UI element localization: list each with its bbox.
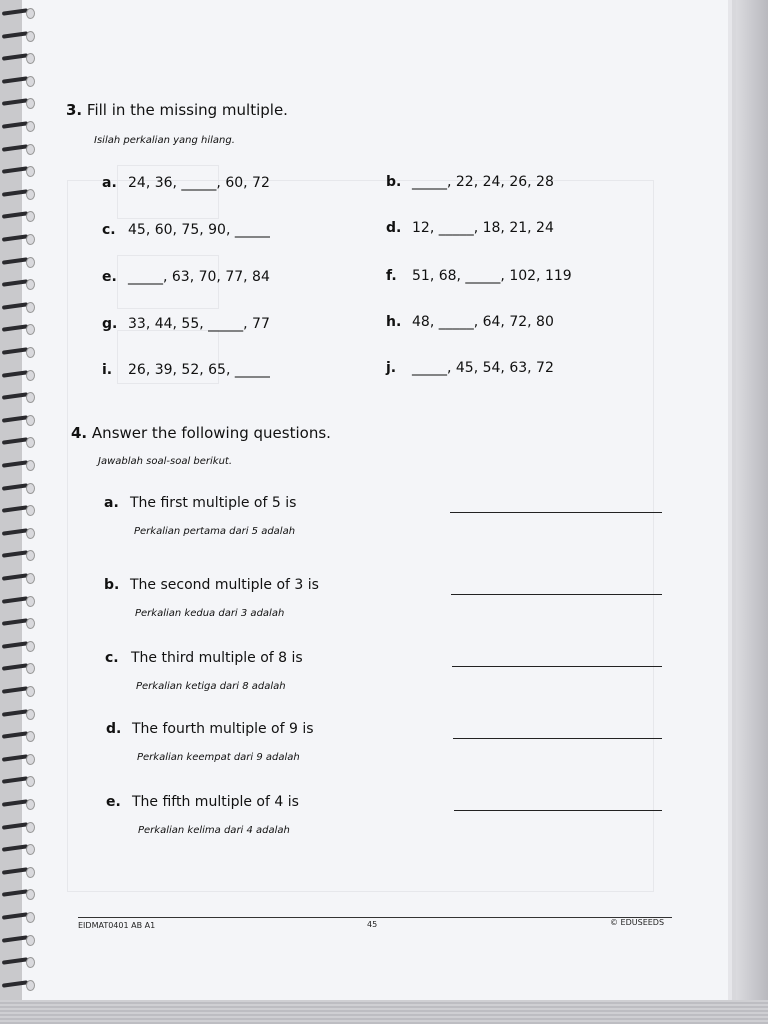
- spiral-coil: [2, 31, 32, 40]
- q3-item-j: j. _____, 45, 54, 63, 72: [386, 360, 554, 376]
- page-stack-bottom: [0, 1000, 768, 1024]
- q3-subtitle: Isilah perkalian yang hilang.: [94, 135, 235, 146]
- spiral-coil: [2, 528, 32, 537]
- spiral-coil: [2, 663, 32, 672]
- footer-page-number: 45: [367, 920, 378, 929]
- spiral-coil: [2, 302, 32, 311]
- q4-item-b: b. The second multiple of 3 is: [104, 577, 319, 593]
- spiral-coil: [2, 957, 32, 966]
- q3-item-c: c. 45, 60, 75, 90, _____: [102, 222, 270, 238]
- q4-item-e-sub: Perkalian kelima dari 4 adalah: [138, 825, 290, 836]
- spiral-coil: [2, 121, 32, 130]
- spiral-coil: [2, 889, 32, 898]
- q4-number: 4.: [71, 424, 88, 442]
- q3-item-b: b. _____, 22, 24, 26, 28: [386, 174, 554, 190]
- spiral-coil: [2, 415, 32, 424]
- spiral-coil: [2, 596, 32, 605]
- q4-answer-line-c[interactable]: [452, 666, 662, 667]
- q4-answer-line-e[interactable]: [454, 810, 662, 811]
- spiral-coil: [2, 822, 32, 831]
- spiral-coil: [2, 460, 32, 469]
- spiral-coil: [2, 483, 32, 492]
- q4-answer-line-b[interactable]: [451, 594, 662, 595]
- spiral-coil: [2, 234, 32, 243]
- q3-heading: [66, 101, 288, 119]
- q4-answer-line-d[interactable]: [453, 738, 662, 739]
- q3-item-d: d. 12, _____, 18, 21, 24: [386, 220, 554, 236]
- q4-item-c-sub: Perkalian ketiga dari 8 adalah: [136, 681, 286, 692]
- q4-item-b-sub: Perkalian kedua dari 3 adalah: [135, 608, 285, 619]
- q3-item-g: g. 33, 44, 55, _____, 77: [102, 316, 270, 332]
- q3-item-h: h. 48, _____, 64, 72, 80: [386, 314, 554, 330]
- footer-rule: [78, 917, 672, 918]
- spiral-coil: [2, 799, 32, 808]
- spiral-coil: [2, 189, 32, 198]
- spiral-coil: [2, 505, 32, 514]
- spiral-coil: [2, 76, 32, 85]
- q4-item-e: e. The fifth multiple of 4 is: [106, 794, 299, 810]
- q4-item-d: d. The fourth multiple of 9 is: [106, 721, 314, 737]
- spiral-coil: [2, 641, 32, 650]
- spiral-coil: [2, 867, 32, 876]
- spiral-coil: [2, 166, 32, 175]
- footer-publisher: © EDUSEEDS: [610, 918, 665, 927]
- q4-answer-line-a[interactable]: [450, 512, 662, 513]
- page-stack-edge: [728, 0, 768, 1000]
- q3-number: 3.: [66, 101, 83, 119]
- q4-item-a-sub: Perkalian pertama dari 5 adalah: [134, 526, 296, 537]
- q4-item-c: c. The third multiple of 8 is: [105, 650, 303, 666]
- q4-heading: [71, 424, 331, 442]
- spiral-coil: [2, 8, 32, 17]
- spiral-coil: [2, 257, 32, 266]
- spiral-coil: [2, 912, 32, 921]
- q3-item-e: e. _____, 63, 70, 77, 84: [102, 269, 270, 285]
- spiral-coil: [2, 709, 32, 718]
- q4-item-a: a. The first multiple of 5 is: [104, 495, 297, 511]
- spiral-coil: [2, 844, 32, 853]
- q4-subtitle: Jawablah soal-soal berikut.: [98, 456, 233, 467]
- spiral-coil: [2, 98, 32, 107]
- spiral-coil: [2, 211, 32, 220]
- spiral-coil: [2, 776, 32, 785]
- q3-item-i: i. 26, 39, 52, 65, _____: [102, 362, 270, 378]
- q3-item-a: a. 24, 36, _____, 60, 72: [102, 175, 270, 191]
- spiral-coil: [2, 347, 32, 356]
- spiral-coil: [2, 144, 32, 153]
- spiral-coil: [2, 573, 32, 582]
- spiral-binding: [0, 0, 40, 1000]
- spiral-coil: [2, 731, 32, 740]
- spiral-coil: [2, 370, 32, 379]
- spiral-coil: [2, 935, 32, 944]
- spiral-coil: [2, 754, 32, 763]
- q3-title: Fill in the missing multiple.: [86, 101, 288, 119]
- spiral-coil: [2, 392, 32, 401]
- spiral-coil: [2, 618, 32, 627]
- spiral-coil: [2, 53, 32, 62]
- q3-item-f: f. 51, 68, _____, 102, 119: [386, 268, 572, 284]
- spiral-coil: [2, 437, 32, 446]
- q4-title: Answer the following questions.: [91, 424, 331, 442]
- footer-code: EIDMAT0401 AB A1: [78, 921, 156, 930]
- spiral-coil: [2, 550, 32, 559]
- spiral-coil: [2, 324, 32, 333]
- spiral-coil: [2, 686, 32, 695]
- spiral-coil: [2, 980, 32, 989]
- spiral-coil: [2, 279, 32, 288]
- q4-item-d-sub: Perkalian keempat dari 9 adalah: [137, 752, 300, 763]
